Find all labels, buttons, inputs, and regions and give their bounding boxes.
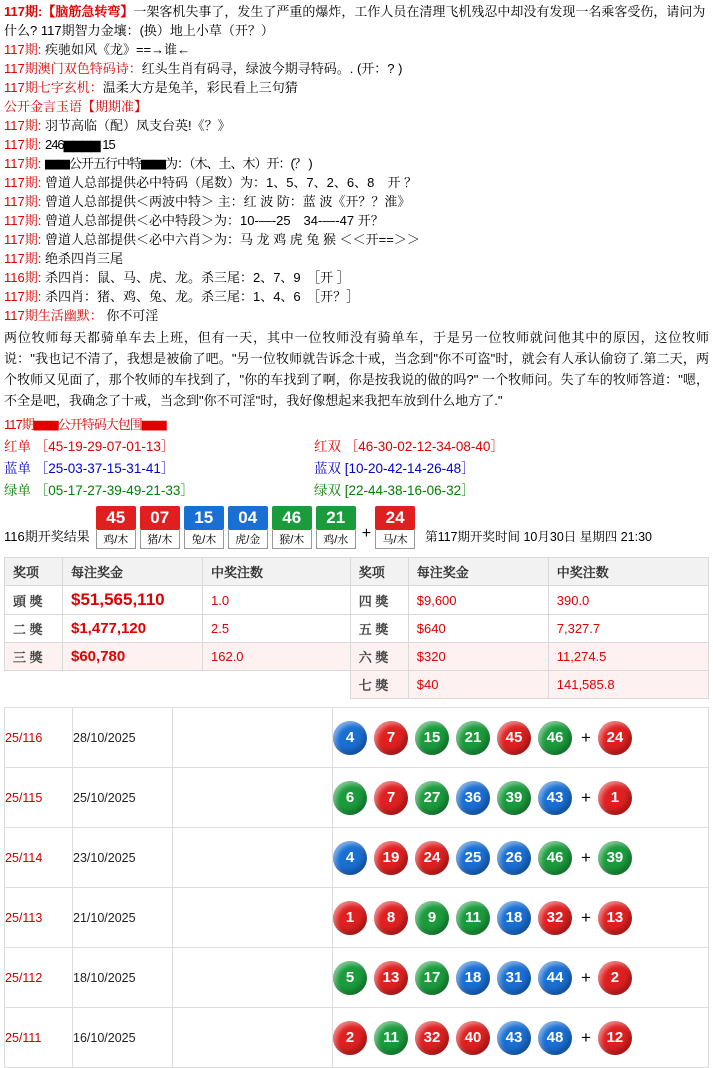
tip-text: ▆▆公开五行中特▆▆为：（木、土、木）开：(？ ) bbox=[44, 156, 312, 171]
history-ball: 18 bbox=[497, 901, 531, 935]
draw-ball-zodiac: 猴/木 bbox=[272, 530, 312, 549]
tip-prefix: 117期: bbox=[4, 194, 42, 209]
history-spacer bbox=[173, 1008, 333, 1068]
code-value: [22-44-38-16-06-32］ bbox=[344, 483, 475, 498]
draw-ball bbox=[96, 506, 136, 549]
history-table bbox=[4, 707, 709, 1068]
tip-line bbox=[4, 154, 709, 173]
code-value: ［46-30-02-12-34-08-40］ bbox=[344, 439, 504, 454]
tip-text: 你不可淫 bbox=[106, 308, 159, 323]
history-ball: 11 bbox=[374, 1021, 408, 1055]
history-balls bbox=[333, 948, 709, 1008]
prize-row bbox=[5, 643, 709, 671]
history-ball: 36 bbox=[456, 781, 490, 815]
history-date: 18/10/2025 bbox=[73, 948, 173, 1008]
special-code-header-wrap bbox=[0, 413, 713, 434]
history-period[interactable]: 25/115 bbox=[5, 768, 73, 828]
draw-title: 116期开奖结果 bbox=[4, 529, 90, 544]
history-period[interactable]: 25/114 bbox=[5, 828, 73, 888]
prize-count: 2.5 bbox=[203, 615, 351, 643]
draw-ball bbox=[184, 506, 224, 549]
code-row bbox=[4, 436, 709, 458]
prize-count-empty bbox=[203, 671, 351, 699]
prize-name: 頭 獎 bbox=[5, 586, 63, 615]
history-spacer bbox=[173, 708, 333, 768]
history-special-ball: 39 bbox=[598, 841, 632, 875]
tip-line bbox=[4, 268, 709, 287]
tip-prefix: 117期: bbox=[4, 118, 42, 133]
history-ball: 32 bbox=[415, 1021, 449, 1055]
code-right bbox=[314, 458, 475, 480]
history-ball: 1 bbox=[333, 901, 367, 935]
history-ball: 43 bbox=[497, 1021, 531, 1055]
history-ball: 7 bbox=[374, 781, 408, 815]
tip-prefix: 公开金言玉语【期期准】 bbox=[4, 99, 148, 114]
history-spacer bbox=[173, 948, 333, 1008]
code-left bbox=[4, 480, 314, 502]
code-right bbox=[314, 480, 475, 502]
code-label: 绿双 bbox=[314, 483, 341, 498]
tip-line bbox=[4, 230, 709, 249]
prize-count: 11,274.5 bbox=[548, 643, 708, 671]
plus-sign: + bbox=[581, 727, 591, 747]
prize-count: 390.0 bbox=[548, 586, 708, 615]
tip-line bbox=[4, 135, 709, 154]
tip-prefix: 117期: bbox=[4, 156, 42, 171]
code-value: ［25-03-37-15-31-41］ bbox=[34, 461, 175, 476]
prize-row bbox=[5, 671, 709, 699]
tip-text: 红头生肖有码寻，绿波今期寻特码。. (开：? ) bbox=[141, 61, 403, 76]
tip-bracket: 【脑筋急转弯】 bbox=[42, 4, 134, 19]
draw-ball bbox=[140, 506, 180, 549]
history-date: 25/10/2025 bbox=[73, 768, 173, 828]
table-row bbox=[5, 828, 709, 888]
history-balls bbox=[333, 768, 709, 828]
col-header-count-right: 中奖注数 bbox=[548, 558, 708, 586]
prize-name: 三 獎 bbox=[5, 643, 63, 671]
table-row bbox=[5, 948, 709, 1008]
history-ball: 9 bbox=[415, 901, 449, 935]
prize-count: 141,585.8 bbox=[548, 671, 708, 699]
tip-prefix: 117期: bbox=[4, 251, 42, 266]
tip-text: 曾道人总部提供必中特码（尾数）为：1、5、7、2、6、8 开 ？ bbox=[44, 175, 417, 190]
code-value: [10-20-42-14-26-48］ bbox=[344, 461, 475, 476]
history-ball: 18 bbox=[456, 961, 490, 995]
latest-draw-strip bbox=[0, 502, 713, 551]
tip-text: 246▆▆▆▆ 15 bbox=[44, 137, 115, 152]
history-ball: 8 bbox=[374, 901, 408, 935]
code-row bbox=[4, 458, 709, 480]
col-header-amount-right: 每注奖金 bbox=[408, 558, 548, 586]
prize-amount: $51,565,110 bbox=[63, 586, 203, 615]
history-date: 28/10/2025 bbox=[73, 708, 173, 768]
history-balls bbox=[333, 708, 709, 768]
history-spacer bbox=[173, 768, 333, 828]
history-ball: 44 bbox=[538, 961, 572, 995]
table-row bbox=[5, 888, 709, 948]
tip-line bbox=[4, 211, 709, 230]
history-date: 23/10/2025 bbox=[73, 828, 173, 888]
tip-line bbox=[4, 97, 709, 116]
tip-text: 曾道人总部提供＜必中特段＞为：10-—-25 34-—-47 开？ bbox=[44, 213, 384, 228]
prize-amount: $640 bbox=[408, 615, 548, 643]
plus-sign: + bbox=[581, 967, 591, 987]
tip-line bbox=[4, 40, 709, 59]
tip-prefix: 117期: bbox=[4, 137, 42, 152]
prize-amount: $60,780 bbox=[63, 643, 203, 671]
tip-line bbox=[4, 192, 709, 211]
draw-ball bbox=[272, 506, 312, 549]
history-ball: 21 bbox=[456, 721, 490, 755]
code-groups bbox=[0, 434, 713, 502]
tip-prefix: 116期: bbox=[4, 270, 42, 285]
draw-ball-zodiac: 虎/金 bbox=[228, 530, 268, 549]
tip-prefix: 117期: bbox=[4, 213, 42, 228]
tip-prefix: 117期: bbox=[4, 42, 42, 57]
draw-ball-number: 21 bbox=[316, 506, 356, 530]
draw-ball-number: 04 bbox=[228, 506, 268, 530]
prize-count: 1.0 bbox=[203, 586, 351, 615]
table-row bbox=[5, 1008, 709, 1068]
tip-text: 曾道人总部提供＜必中六肖＞为：马 龙 鸡 虎 兔 猴 ＜＜开==＞＞ bbox=[44, 232, 420, 247]
history-special-ball: 2 bbox=[598, 961, 632, 995]
history-period[interactable]: 25/116 bbox=[5, 708, 73, 768]
prize-amount: $320 bbox=[408, 643, 548, 671]
special-code-header: 117期▆▆公开特码大包围▆▆ bbox=[4, 417, 166, 432]
next-draw-info: 第117期开奖时间 10月30日 星期四 21:30 bbox=[425, 530, 653, 544]
history-ball: 39 bbox=[497, 781, 531, 815]
tip-text: 绝杀四肖三尾 bbox=[44, 251, 123, 266]
prize-name: 五 獎 bbox=[350, 615, 408, 643]
prize-table-header-row bbox=[5, 558, 709, 586]
tip-line bbox=[4, 59, 709, 78]
table-row bbox=[5, 708, 709, 768]
history-special-ball: 12 bbox=[598, 1021, 632, 1055]
history-ball: 19 bbox=[374, 841, 408, 875]
history-ball: 15 bbox=[415, 721, 449, 755]
tip-text: 温柔大方是兔羊，彩民看上三句猜 bbox=[102, 80, 298, 95]
history-ball: 31 bbox=[497, 961, 531, 995]
tip-line bbox=[4, 78, 709, 97]
prize-count: 162.0 bbox=[203, 643, 351, 671]
history-period[interactable]: 25/112 bbox=[5, 948, 73, 1008]
tip-prefix: 117期七字玄机： bbox=[4, 80, 103, 95]
tip-text: 羽节高临（配）凤支台英!《？》 bbox=[44, 118, 231, 133]
draw-ball-zodiac: 兔/木 bbox=[184, 530, 224, 549]
tip-text: 疾驰如风《龙》==→谁← bbox=[44, 42, 191, 57]
history-spacer bbox=[173, 888, 333, 948]
history-ball: 4 bbox=[333, 841, 367, 875]
code-right bbox=[314, 436, 504, 458]
draw-ball-number: 46 bbox=[272, 506, 312, 530]
joke-paragraph: 两位牧师每天都骑单车去上班，但有一天，其中一位牧师没有骑单车，于是另一位牧师就问他其中的原因，这位牧师说："我也记不清了，我想是被偷了吧。"另一位牧师就告诉念十戒，当念到"你不可盗"时，就会有人承认偷窃了.第二天，两个牧师又见面了，那个牧师的车找到了，"你的车找到了啊，你是按我说的做的吗?" 一个牧师问。失了车的牧师答道："嗯，不全是吧，我确念了十戒，当念到"你不可淫"时，我好像想起来我把车放到什么地方了." bbox=[4, 330, 709, 408]
history-ball: 46 bbox=[538, 841, 572, 875]
prize-name: 六 獎 bbox=[350, 643, 408, 671]
tip-line bbox=[4, 173, 709, 192]
table-row bbox=[5, 768, 709, 828]
draw-ball-number: 24 bbox=[375, 506, 415, 530]
tip-text: 杀四肖：鼠、马、虎、龙。杀三尾：2、7、9 ［开 ］ bbox=[44, 270, 350, 285]
history-ball: 32 bbox=[538, 901, 572, 935]
tip-prefix: 117期: bbox=[4, 175, 42, 190]
history-ball: 11 bbox=[456, 901, 490, 935]
code-label: 绿单 bbox=[4, 483, 31, 498]
history-ball: 24 bbox=[415, 841, 449, 875]
prize-row bbox=[5, 586, 709, 615]
history-ball: 45 bbox=[497, 721, 531, 755]
code-value: ［45-19-29-07-01-13］ bbox=[34, 439, 175, 454]
history-special-ball: 24 bbox=[598, 721, 632, 755]
tip-prefix: 117期: bbox=[4, 232, 42, 247]
code-value: ［05-17-27-39-49-21-33］ bbox=[34, 483, 194, 498]
history-ball: 26 bbox=[497, 841, 531, 875]
history-ball: 6 bbox=[333, 781, 367, 815]
history-balls bbox=[333, 828, 709, 888]
history-period[interactable]: 25/113 bbox=[5, 888, 73, 948]
plus-sign: + bbox=[581, 787, 591, 807]
draw-ball-zodiac: 马/木 bbox=[375, 530, 415, 549]
prize-name-empty bbox=[5, 671, 63, 699]
tip-prefix: 117期生活幽默： bbox=[4, 308, 103, 323]
prize-name: 七 獎 bbox=[350, 671, 408, 699]
tip-line bbox=[4, 249, 709, 268]
draw-ball-zodiac: 鸡/水 bbox=[316, 530, 356, 549]
history-ball: 17 bbox=[415, 961, 449, 995]
tips-block bbox=[0, 0, 713, 325]
history-ball: 40 bbox=[456, 1021, 490, 1055]
history-spacer bbox=[173, 828, 333, 888]
tip-line bbox=[4, 306, 709, 325]
history-special-ball: 1 bbox=[598, 781, 632, 815]
prize-table bbox=[4, 557, 709, 699]
plus-sign: + bbox=[581, 847, 591, 867]
prize-amount: $1,477,120 bbox=[63, 615, 203, 643]
prize-count: 7,327.7 bbox=[548, 615, 708, 643]
history-ball: 27 bbox=[415, 781, 449, 815]
code-label: 红双 bbox=[314, 439, 341, 454]
plus-sign: + bbox=[581, 1027, 591, 1047]
code-left bbox=[4, 458, 314, 480]
draw-ball bbox=[316, 506, 356, 549]
history-special-ball: 13 bbox=[598, 901, 632, 935]
draw-ball-number: 07 bbox=[140, 506, 180, 530]
tip-prefix: 117期澳门双色特码诗： bbox=[4, 61, 142, 76]
history-ball: 25 bbox=[456, 841, 490, 875]
draw-ball-zodiac: 鸡/木 bbox=[96, 530, 136, 549]
history-balls bbox=[333, 888, 709, 948]
history-period[interactable]: 25/111 bbox=[5, 1008, 73, 1068]
tip-line bbox=[4, 2, 709, 40]
draw-ball-number: 15 bbox=[184, 506, 224, 530]
tip-text: 曾道人总部提供＜两波中特＞ 主：红 波 防：蓝 波《开？？淮》 bbox=[44, 194, 411, 209]
code-label: 蓝双 bbox=[314, 461, 341, 476]
col-header-prize-right: 奖项 bbox=[350, 558, 408, 586]
history-ball: 4 bbox=[333, 721, 367, 755]
tip-text: 一架客机失事了，发生了严重的爆炸，工作人员在清理飞机残忍中却没有发现一名乘客受伤，请问为什么? 117期智力金壤：(换）地上小草（开？） bbox=[4, 4, 706, 38]
history-ball: 48 bbox=[538, 1021, 572, 1055]
col-header-amount-left: 每注奖金 bbox=[63, 558, 203, 586]
history-date: 21/10/2025 bbox=[73, 888, 173, 948]
tip-text: 杀四肖：猪、鸡、兔、龙。杀三尾：1、4、6 ［开？］ bbox=[44, 289, 360, 304]
prize-name: 二 獎 bbox=[5, 615, 63, 643]
draw-ball bbox=[228, 506, 268, 549]
history-ball: 43 bbox=[538, 781, 572, 815]
history-ball: 2 bbox=[333, 1021, 367, 1055]
code-label: 蓝单 bbox=[4, 461, 31, 476]
history-ball: 5 bbox=[333, 961, 367, 995]
plus-sign: + bbox=[581, 907, 591, 927]
prize-amount-empty bbox=[63, 671, 203, 699]
prize-row bbox=[5, 615, 709, 643]
history-date: 16/10/2025 bbox=[73, 1008, 173, 1068]
code-row bbox=[4, 480, 709, 502]
draw-ball-zodiac: 猪/木 bbox=[140, 530, 180, 549]
tip-prefix: 117期: bbox=[4, 4, 43, 19]
col-header-count-left: 中奖注数 bbox=[203, 558, 351, 586]
prize-name: 四 獎 bbox=[350, 586, 408, 615]
draw-special-ball bbox=[375, 506, 415, 549]
history-balls bbox=[333, 1008, 709, 1068]
plus-sign: + bbox=[361, 525, 372, 542]
history-ball: 13 bbox=[374, 961, 408, 995]
prize-amount: $9,600 bbox=[408, 586, 548, 615]
history-ball: 7 bbox=[374, 721, 408, 755]
tip-line bbox=[4, 116, 709, 135]
draw-ball-number: 45 bbox=[96, 506, 136, 530]
prize-amount: $40 bbox=[408, 671, 548, 699]
tip-prefix: 117期: bbox=[4, 289, 42, 304]
history-ball: 46 bbox=[538, 721, 572, 755]
tip-line bbox=[4, 287, 709, 306]
col-header-prize-left: 奖项 bbox=[5, 558, 63, 586]
code-left bbox=[4, 436, 314, 458]
code-label: 红单 bbox=[4, 439, 31, 454]
